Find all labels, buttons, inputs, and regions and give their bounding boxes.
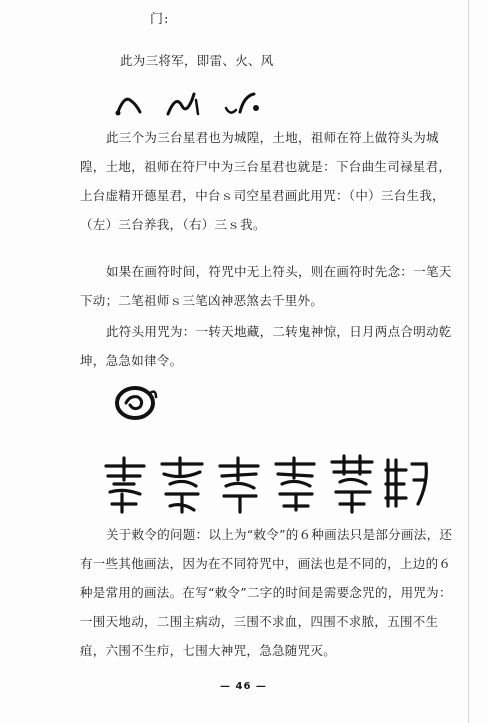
chiling-style-1 [106,458,144,512]
chiling-style-5 [332,456,372,512]
chiling-six-styles-calligraphy [100,454,430,516]
chiling-style-3 [220,458,258,512]
chiling-style-2 [162,458,202,512]
paragraph-three-terrace-stars: 此三个为三台星君也为城隍，土地，祖师在符上做符头为城隍，土地，祖师在符尸中为三台星君也就是：下台曲生司禄星君，上台虚精开德星君，中台ｓ司空星君画此用咒：（中）三台生我，（左）三台养我，（右）三ｓ我。 [80,130,452,232]
paragraph-chiling-question: 关于敕令的问题：以上为“敕令”的６种画法只是部分画法，还有一些其他画法，因为在不同符咒中，画法也是不同的，上边的６种是常用的画法。在写“敕令”二字的时间是需要念咒的，用咒为：一围天地动，二围主病动，三围不求血，四围不求脓，五围不生疽，六围不生疖，七围大神咒，急急随咒灭。 [80,527,453,658]
paragraph-talisman-head-incantation: 此符头用咒为：一转天地藏，二转鬼神惊，日月两点合明动乾坤，急急如律令。 [80,324,452,368]
paragraph-three-generals: 此为三将军，即雷、火、风 [120,53,274,68]
three-generals-talisman-marks [114,86,264,120]
spiral-talisman-head-mark [112,383,158,423]
page-number: — 46 — [220,681,267,692]
top-text-fragment: 门: [150,12,170,27]
chiling-style-6 [386,460,426,506]
page-edge-divider [468,0,469,723]
chiling-style-4 [276,458,314,510]
paragraph-no-talisman-head: 如果在画符时间，符咒中无上符头，则在画符时先念：一笔天下动；二笔祖师ｓ三笔凶神恶煞去千里外。 [80,264,452,308]
